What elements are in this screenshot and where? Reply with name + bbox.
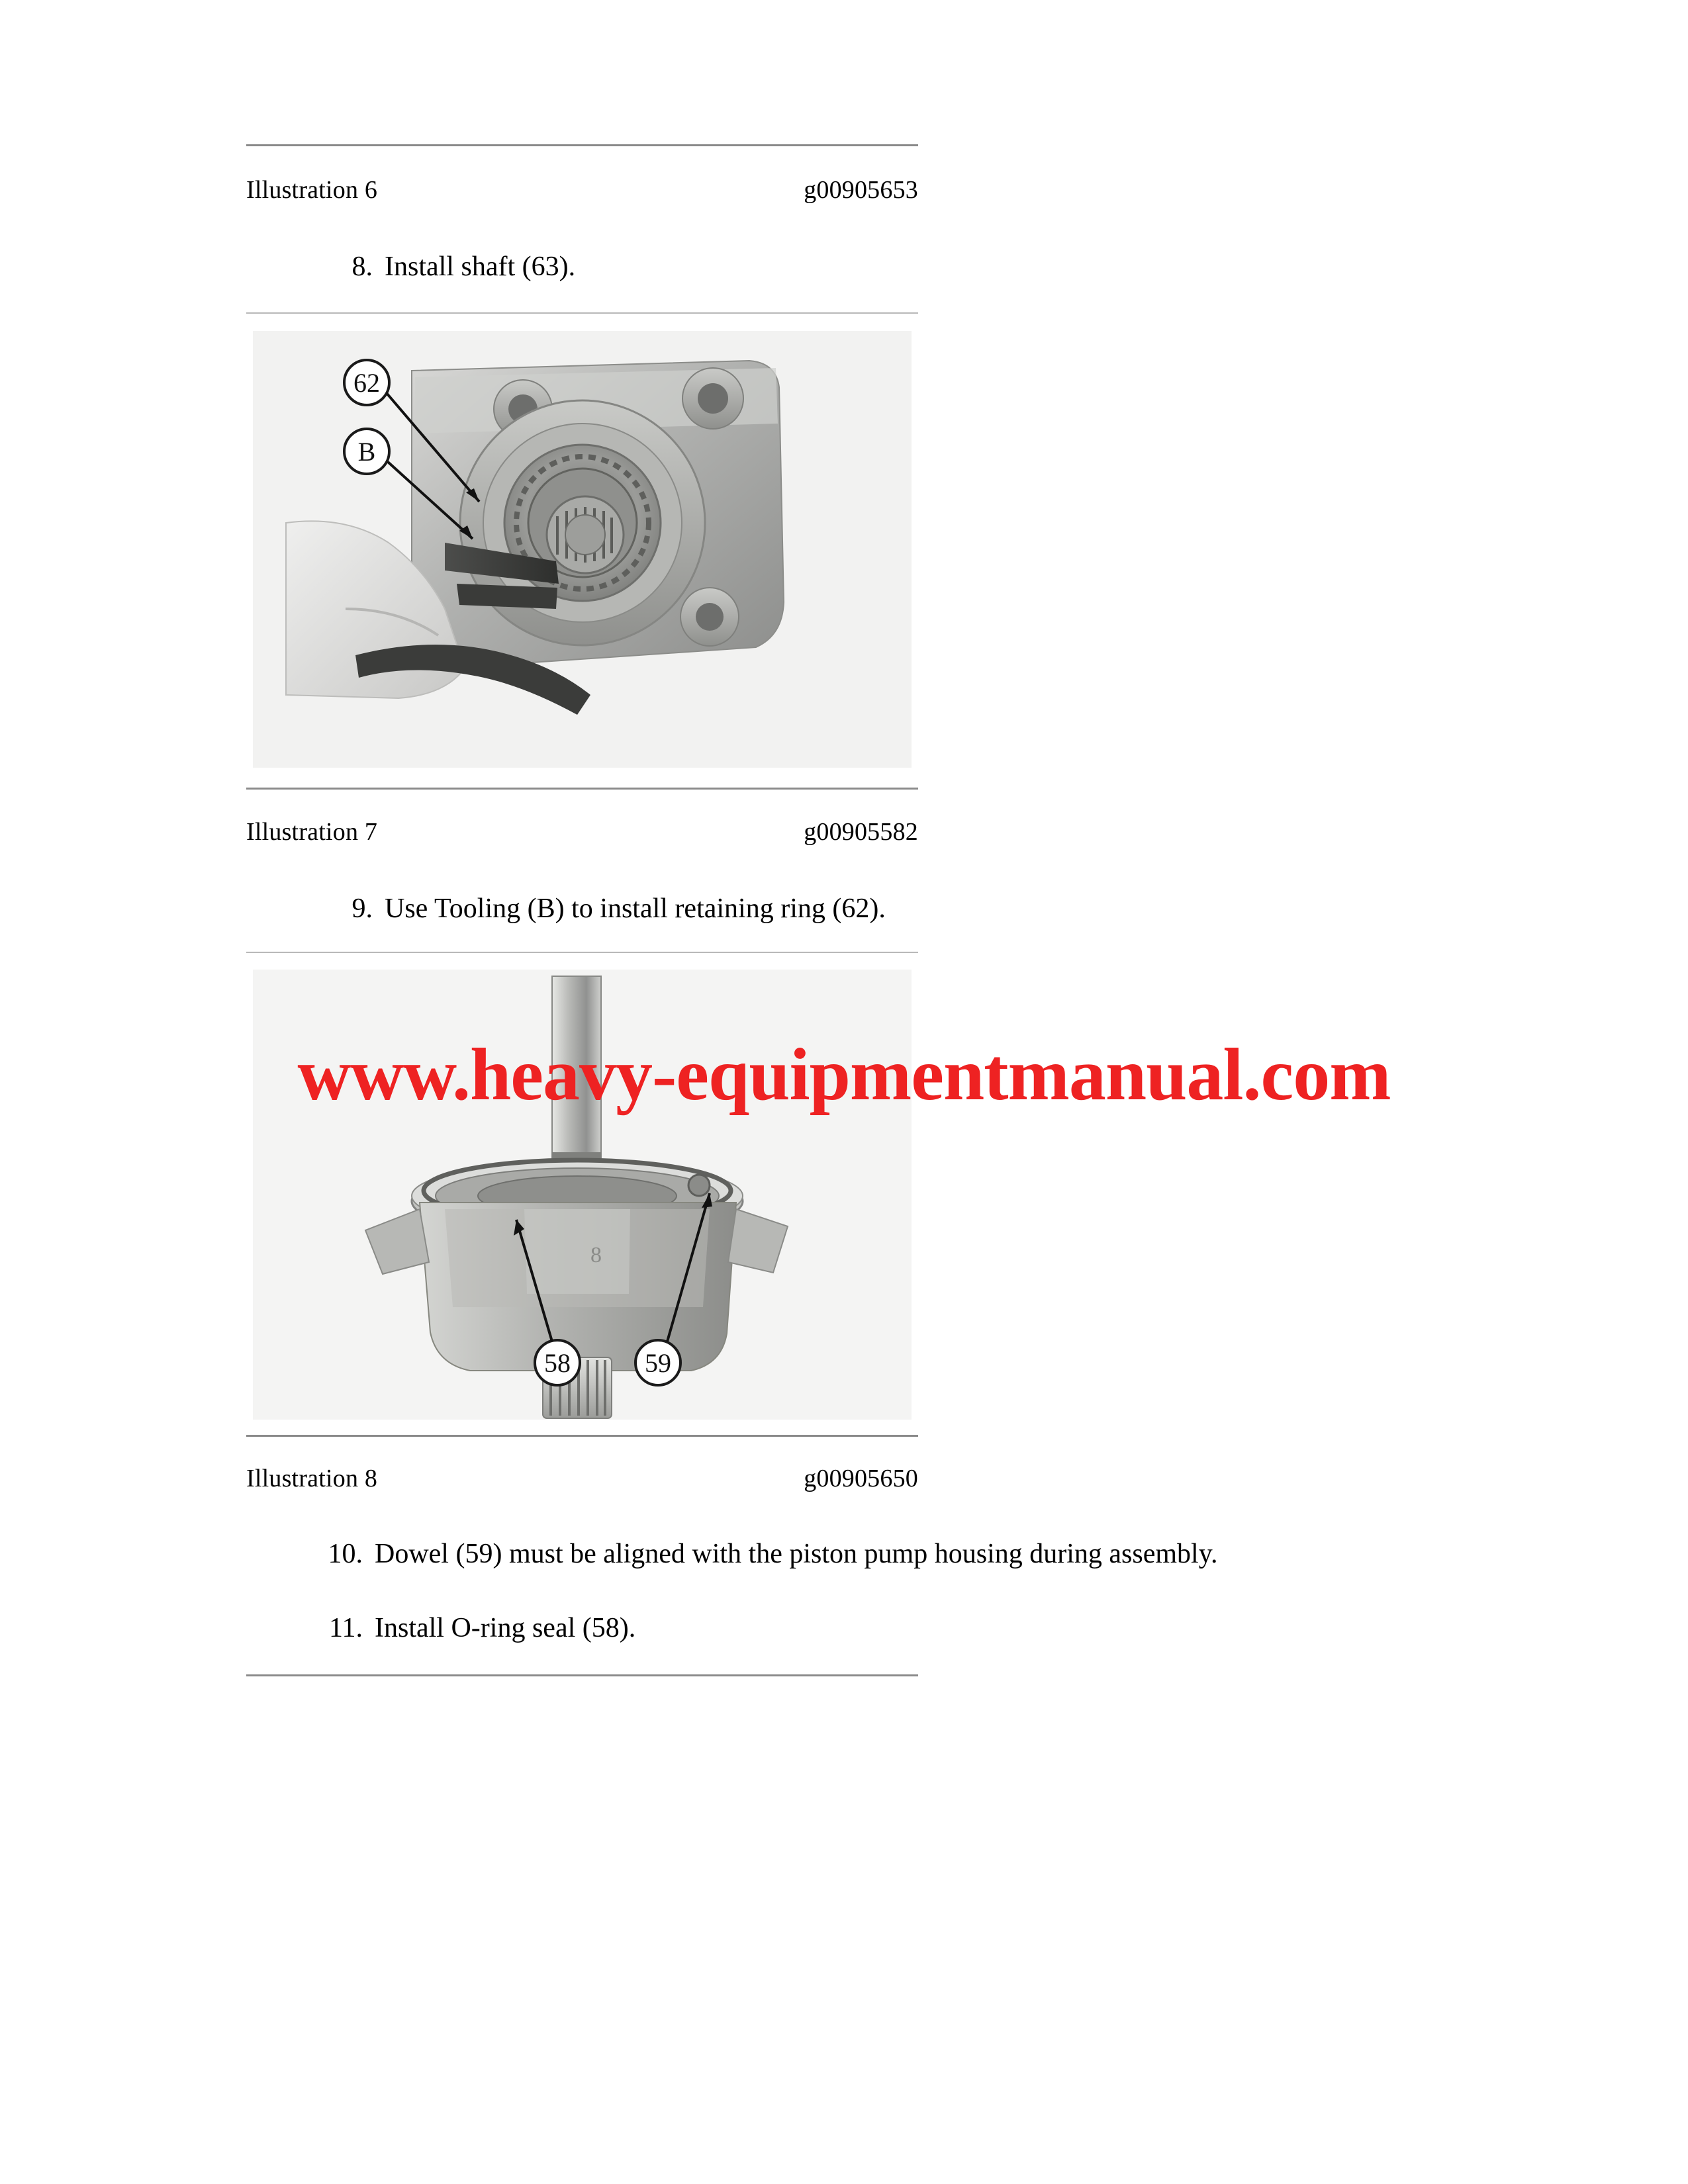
step-number: 10.	[328, 1539, 363, 1569]
callout-58-label: 58	[544, 1348, 571, 1378]
step-text: Dowel (59) must be aligned with the piston pump housing during assembly.	[375, 1539, 1218, 1569]
caption-code: g00905650	[804, 1465, 918, 1492]
step-9	[328, 890, 1453, 928]
step-number: 11.	[329, 1613, 363, 1643]
rule-bottom	[246, 1674, 918, 1676]
step-8	[328, 248, 1453, 286]
caption-illustration-6	[246, 175, 918, 205]
rule-above-figure-8	[246, 952, 918, 953]
caption-illustration-8	[246, 1464, 918, 1493]
caption-label: Illustration 8	[246, 1465, 378, 1492]
caption-label: Illustration 6	[246, 176, 378, 204]
callout-B-label: B	[357, 437, 376, 467]
step-11	[318, 1610, 1496, 1647]
caption-illustration-7	[246, 817, 918, 846]
callout-62-label: 62	[353, 368, 380, 398]
step-text: Install shaft (63).	[385, 251, 576, 282]
figure-illustration-8	[246, 963, 918, 1426]
step-number: 8.	[352, 251, 373, 282]
step-text: Use Tooling (B) to install retaining ring (62).	[385, 893, 886, 924]
pump-body-photo-58-59	[246, 963, 918, 1426]
caption-code: g00905582	[804, 818, 918, 846]
svg-text:8: 8	[590, 1243, 602, 1267]
pump-housing-photo-62-B	[246, 324, 918, 774]
rule-above-figure-7	[246, 312, 918, 314]
step-number: 9.	[352, 893, 373, 924]
caption-code: g00905653	[804, 176, 918, 204]
callout-59-label: 59	[645, 1348, 671, 1378]
step-text: Install O-ring seal (58).	[375, 1613, 636, 1643]
watermark-text: www.heavy-equipmentmanual.com	[297, 1034, 1391, 1116]
caption-label: Illustration 7	[246, 818, 378, 846]
step-10	[318, 1535, 1496, 1573]
rule-above-caption-6	[246, 144, 918, 146]
rule-below-figure-8	[246, 1435, 918, 1437]
rule-below-figure-7	[246, 788, 918, 790]
figure-illustration-7	[246, 324, 918, 774]
